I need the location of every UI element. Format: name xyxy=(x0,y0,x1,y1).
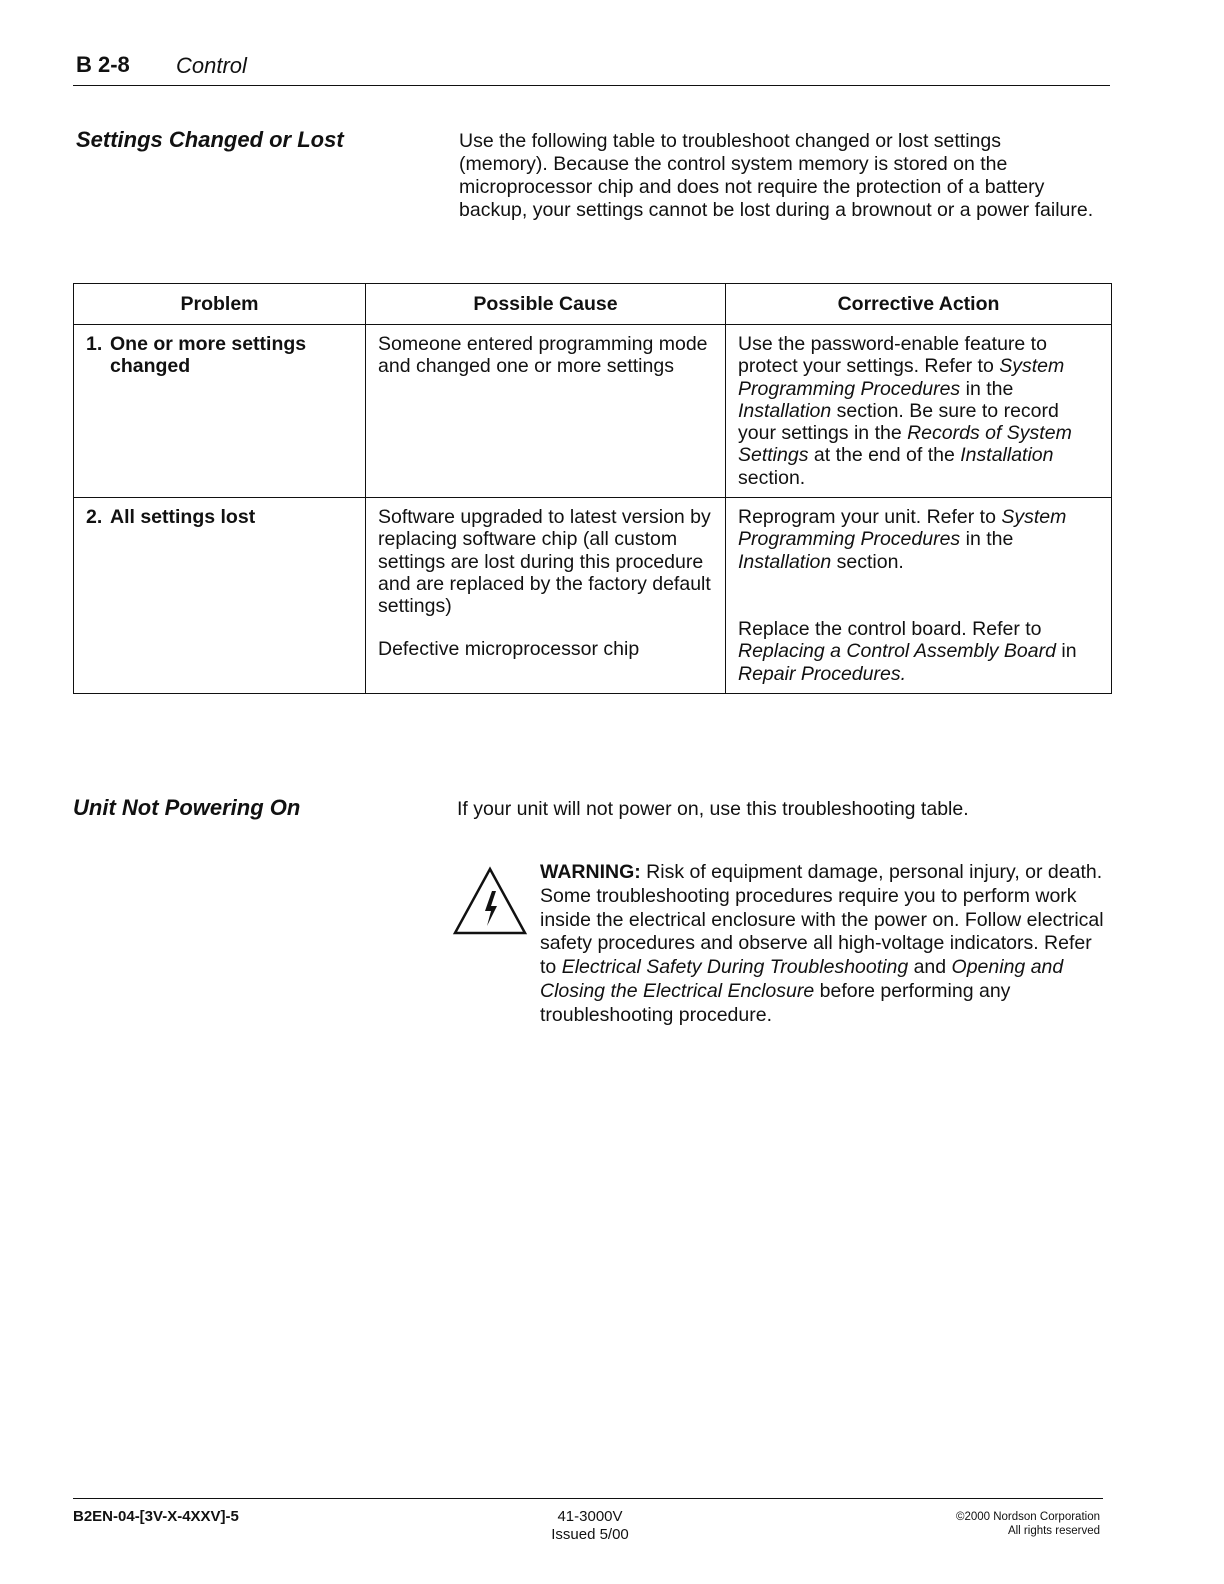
action-text: section. xyxy=(831,550,904,573)
intro-line: Use the following table to troubleshoot changed or lost settings xyxy=(459,130,1002,152)
problem-text: All settings lost xyxy=(110,506,256,529)
table-row xyxy=(74,498,1112,694)
warning-text: and xyxy=(908,956,952,979)
warning-label: WARNING: xyxy=(540,861,641,883)
action-text: in the xyxy=(960,377,1014,400)
settings-intro xyxy=(459,130,1119,222)
action-reference: Replacing a Control Assembly Board xyxy=(738,640,1056,663)
settings-section-heading: Settings Changed or Lost xyxy=(76,127,344,152)
table-header-row xyxy=(74,284,1112,325)
table-row xyxy=(74,325,1112,498)
header-problem: Problem xyxy=(74,284,366,325)
problem-cell xyxy=(74,498,366,694)
header-divider xyxy=(73,85,1110,86)
power-intro: If your unit will not power on, use this troubleshooting table. xyxy=(457,798,969,820)
action-reference: Installation xyxy=(738,399,832,422)
cause-text: Defective microprocessor chip xyxy=(378,637,640,660)
page-chapter-title: Control xyxy=(176,53,247,78)
troubleshooting-table xyxy=(73,283,1112,694)
action-text: Replace the control board. Refer to xyxy=(738,618,1042,641)
action-cell xyxy=(726,325,1112,498)
intro-line: backup, your settings cannot be lost during a brownout or a power failure. xyxy=(459,199,1094,221)
action-block xyxy=(738,506,1099,618)
problem-number: 1. xyxy=(86,333,103,355)
problem-text: One or more settings changed xyxy=(110,333,307,378)
action-text: in xyxy=(1055,640,1077,663)
action-block xyxy=(738,618,1099,685)
action-reference: System Programming Procedures xyxy=(738,355,1065,400)
problem-number: 2. xyxy=(86,506,103,529)
warning-text: before performing any troubleshooting procedure. xyxy=(540,979,1011,1026)
action-reference: Installation xyxy=(960,444,1054,467)
action-text: section. Be sure to record your settings in the xyxy=(738,399,1059,445)
action-cell xyxy=(726,498,1112,694)
action-text: section. xyxy=(738,466,806,489)
cause-text: Software upgraded to latest version by replacing software chip (all custom settings are lost during this procedure and are replaced by the factory default settings) xyxy=(378,506,711,618)
footer-part-number xyxy=(530,1508,650,1544)
issue-date: Issued 5/00 xyxy=(551,1526,629,1543)
warning-message xyxy=(540,861,1110,1028)
cause-cell: Someone entered programming mode and changed one or more settings xyxy=(366,325,726,498)
header-corrective-action: Corrective Action xyxy=(726,284,1112,325)
copyright-line: ©2000 Nordson Corporation xyxy=(955,1511,1100,1523)
warning-reference: Electrical Safety During Troubleshooting xyxy=(561,956,909,979)
intro-line: (memory). Because the control system memory is stored on the xyxy=(459,153,1008,175)
header-possible-cause: Possible Cause xyxy=(366,284,726,325)
action-text: Use the password-enable feature to protect your settings. Refer to xyxy=(738,333,1047,378)
action-reference: Installation xyxy=(738,550,832,573)
action-text: in the xyxy=(960,528,1014,551)
footer-document-code: B2EN-04-[3V-X-4XXV]-5 xyxy=(73,1508,239,1525)
page-section-number: B 2-8 xyxy=(76,52,130,77)
action-reference: Repair Procedures. xyxy=(738,662,906,685)
problem-cell xyxy=(74,325,366,498)
footer-divider xyxy=(73,1498,1103,1499)
warning-text: Risk of equipment damage, personal injury, or death. Some troubleshooting procedures require you to perform work inside the electrical enclosure with the power on. Follow electrical safety procedures and observe all high-voltage indicators. Refer to xyxy=(540,861,1104,979)
action-reference: System Programming Procedures xyxy=(738,506,1067,551)
action-reference: Records of System Settings xyxy=(738,422,1072,467)
action-text: at the end of the xyxy=(808,444,961,467)
part-number: 41-3000V xyxy=(557,1508,623,1525)
rights-line: All rights reserved xyxy=(1007,1525,1100,1537)
high-voltage-warning-icon xyxy=(452,866,528,941)
intro-line: microprocessor chip and does not require the protection of a battery xyxy=(459,176,1045,198)
cause-cell xyxy=(366,498,726,694)
power-section-heading: Unit Not Powering On xyxy=(73,795,301,820)
warning-triangle-icon xyxy=(452,866,528,936)
warning-reference: Opening and Closing the Electrical Enclosure xyxy=(540,956,1064,1002)
footer-copyright xyxy=(860,1510,1100,1538)
action-text: Reprogram your unit. Refer to xyxy=(738,506,1002,529)
